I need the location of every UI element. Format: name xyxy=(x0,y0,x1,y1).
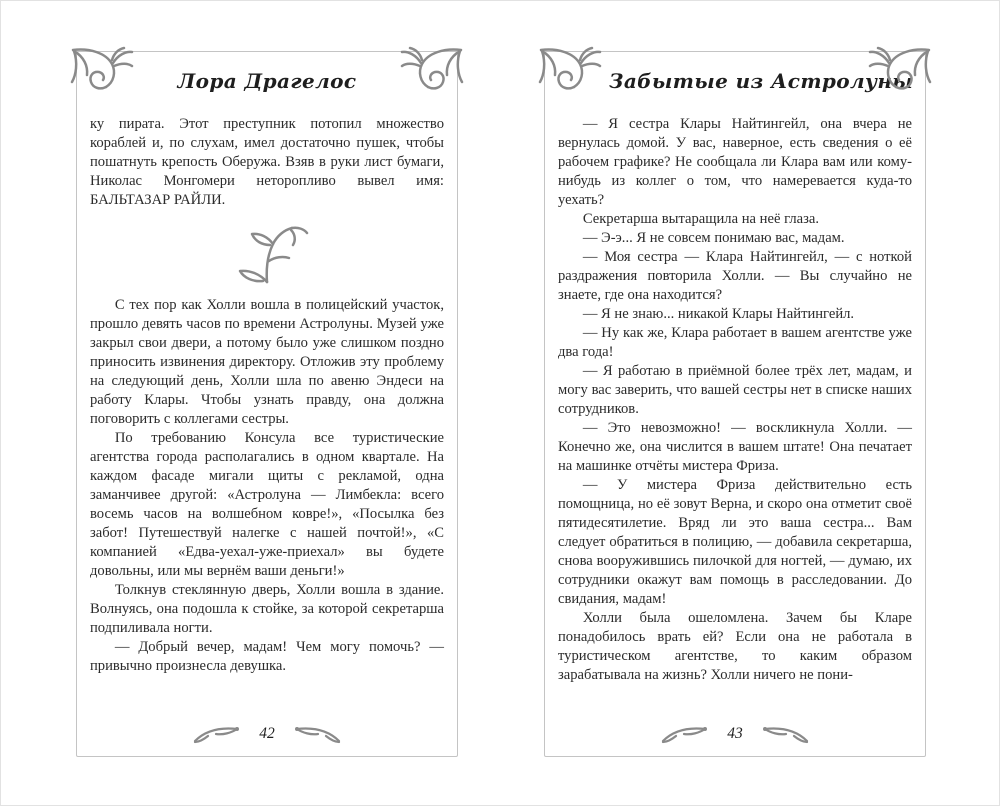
paragraph: — Я работаю в приёмной более трёх лет, мадам, и могу вас заверить, что вашей сестры нет в списке наших сотрудников. xyxy=(558,363,912,417)
running-head-author: Лора Драгелос xyxy=(177,69,357,93)
page-number: 43 xyxy=(727,725,743,742)
paragraph: — У мистера Фриза действительно есть помощница, но её зовут Верна, и скоро она отметит своё пятидесятилетие. Вряд ли это ваша сестра... Вам следует обратиться в полицию, — добавила секретарша, снова вооружившись пилочкой для ногтей, — думаю, их сотрудники окажут вам помощь в расследовании. До свидания, мадам! xyxy=(558,477,912,607)
footer-flourish-icon xyxy=(763,721,809,747)
paragraph: Секретарша вытаращила на неё глаза. xyxy=(582,211,819,227)
paragraph: — Моя сестра — Клара Найтингейл, — с ноткой раздражения повторила Холли. — Вы случайно не знаете, где она находится? xyxy=(558,249,912,303)
footer-flourish-icon xyxy=(661,721,707,747)
page-body xyxy=(90,115,444,676)
page-body xyxy=(558,115,912,685)
footer-flourish-icon xyxy=(295,721,341,747)
page-number: 42 xyxy=(259,725,275,742)
page-right xyxy=(544,51,926,757)
paragraph: — Ну как же, Клара работает в вашем агентстве уже два года! xyxy=(558,325,912,360)
corner-flourish-icon xyxy=(400,46,464,96)
paragraph: С тех пор как Холли вошла в полицейский участок, прошло девять часов по времени Астролуны. Музей уже закрыл свои двери, а потому было уже слишком поздно приносить извинения директору. Отложив эту проблему на следующий день, Холли шла по авеню Эндеси на работу Клары. Чтобы узнать правду, она должна поговорить с коллегами сестры. xyxy=(90,297,444,427)
section-divider-icon xyxy=(90,222,444,286)
corner-flourish-icon xyxy=(538,46,602,96)
corner-flourish-icon xyxy=(868,46,932,96)
paragraph: — Это невозможно! — воскликнула Холли. — Конечно же, она числится в вашем штате! Она печатает на машинке отчёты мистера Фриза. xyxy=(558,420,912,474)
paragraph: Холли была ошеломлена. Зачем бы Кларе понадобилось врать ей? Если она не работала в туристическом агентстве, то каким образом зарабатывала на жизнь? Холли ничего не пони- xyxy=(558,610,912,683)
corner-flourish-icon xyxy=(70,46,134,96)
paragraph: — Добрый вечер, мадам! Чем могу помочь? — привычно произнесла девушка. xyxy=(90,639,444,674)
paragraph: По требованию Консула все туристические агентства города располагались в одном квартале. На каждом фасаде мигали щиты с рекламой, одна заманчивее другой: «Астролуна — Лимбекла: всего восемь часов на волшебном ковре!», «Посылка без забот! Путешествуй налегке с нашей почтой!», «С компанией «Едва-уехал-уже-приехал» вы будете довольны, или мы вернём ваши деньги!» xyxy=(90,430,444,579)
paragraph: — Э-э... Я не совсем понимаю вас, мадам. xyxy=(582,230,845,246)
running-head-title: Забытые из Астролуны xyxy=(609,69,914,93)
paragraph: ку пирата. Этот преступник потопил множество кораблей и, по слухам, имел достаточно пушек, чтобы пошатнуть крепость Оберужа. Взяв в руки лист бумаги, Николас Монгомери неторопливо вывел имя: БАЛЬТАЗАР РАЙЛИ. xyxy=(90,116,444,208)
paragraph: — Я сестра Клары Найтингейл, она вчера не вернулась домой. У вас, наверное, есть сведения о её рабочем графике? Не сообщала ли Клара вам или кому-нибудь из коллег о том, что намеревается куда-то уехать? xyxy=(558,116,912,208)
page-left xyxy=(76,51,458,757)
page-footer xyxy=(77,721,457,747)
page-footer xyxy=(545,721,925,747)
footer-flourish-icon xyxy=(193,721,239,747)
paragraph: — Я не знаю... никакой Клары Найтингейл. xyxy=(582,306,855,322)
paragraph: Толкнув стеклянную дверь, Холли вошла в здание. Волнуясь, она подошла к стойке, за которой секретарша подпиливала ногти. xyxy=(90,582,444,636)
